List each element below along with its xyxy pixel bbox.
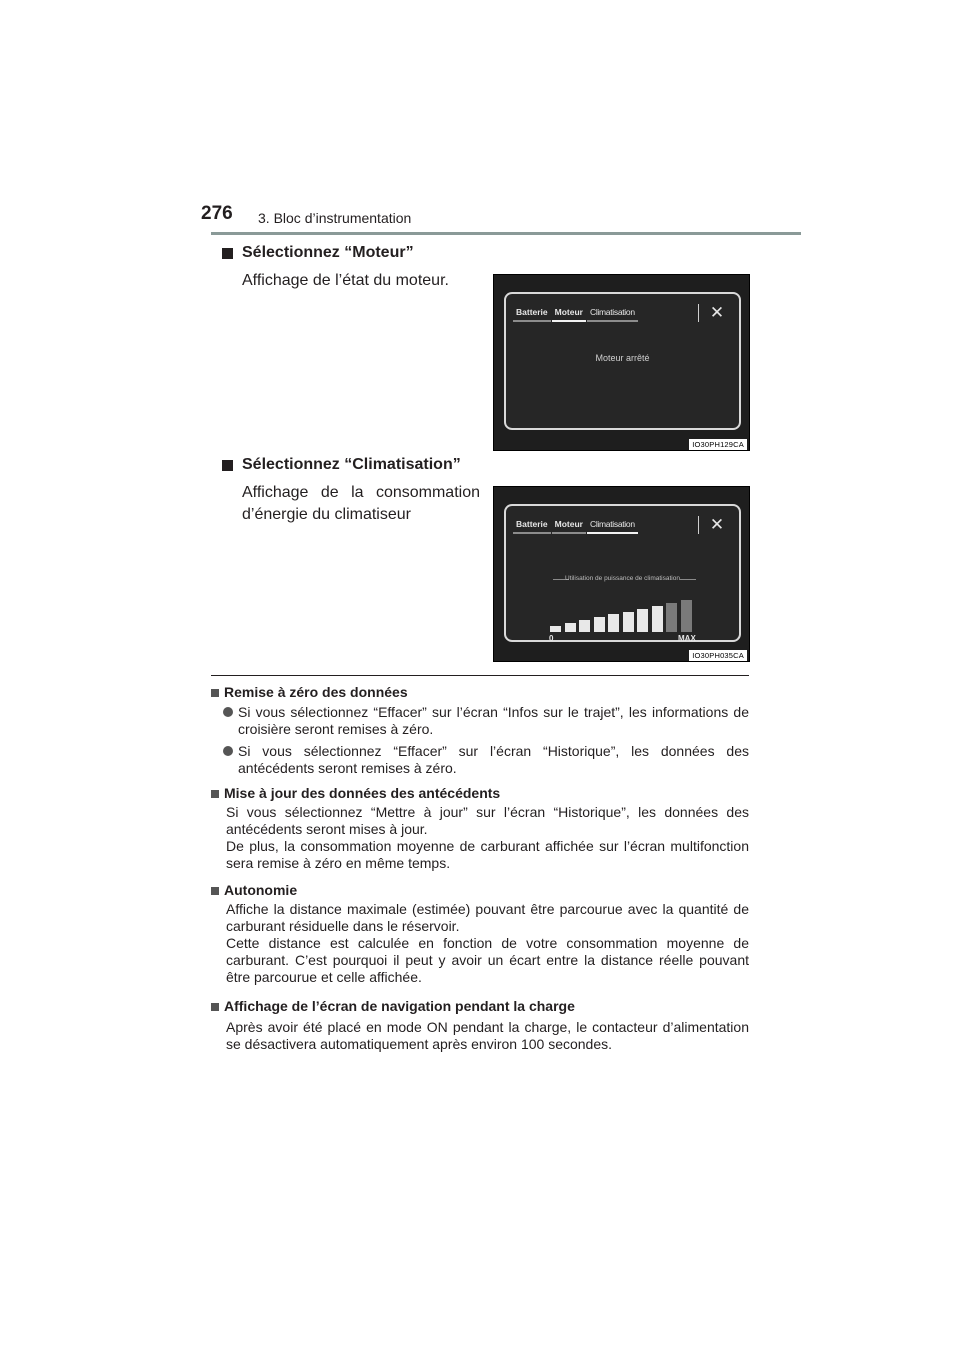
round-bullet-icon [223, 746, 233, 756]
list-item [223, 704, 749, 738]
power-gauge [550, 596, 700, 632]
screen-tabs [513, 519, 639, 534]
gauge-segment [579, 620, 590, 632]
page-number: 276 [201, 203, 233, 224]
note-heading [211, 998, 749, 1015]
bullet-text: Si vous sélectionnez “Effacer” sur l’écran “Infos sur le trajet”, les informations de croisière seront remises à zéro. [238, 704, 749, 737]
tab-moteur: Moteur [552, 307, 586, 322]
note-paragraph: Cette distance est calculée en fonction de votre consommation moyenne de carburant. C’est pourquoi il peut y avoir un écart entre la distance réelle pouvant être parcourue et celle affichée. [226, 935, 749, 985]
moteur-screen-illustration [493, 274, 750, 451]
gauge-title: Utilisation de puissance de climatisation [565, 575, 680, 582]
note-mise-a-jour [211, 785, 749, 872]
tab-climatisation: Climatisation [587, 307, 638, 322]
list-item [223, 743, 749, 777]
section-heading-moteur [222, 244, 414, 262]
gauge-segment [681, 600, 692, 632]
image-code: IO30PH035CA [689, 650, 747, 661]
engine-status: Moteur arrêté [595, 353, 650, 363]
gauge-segment [594, 617, 605, 632]
image-code: IO30PH129CA [689, 439, 747, 450]
gauge-segment [623, 612, 634, 632]
note-navigation-charge [211, 998, 749, 1053]
square-bullet-icon [211, 790, 219, 798]
climatisation-screen-illustration [493, 486, 750, 662]
title-line-right [680, 579, 696, 580]
note-body [223, 704, 749, 777]
square-bullet-icon [211, 689, 219, 697]
note-autonomie [211, 882, 749, 986]
square-bullet-icon [211, 887, 219, 895]
screen-tabs [513, 307, 639, 322]
note-title: Affichage de l’écran de navigation pendant la charge [224, 998, 575, 1014]
note-title: Autonomie [224, 882, 298, 898]
divider [698, 516, 699, 534]
section-description: Affichage de l’état du moteur. [242, 272, 449, 289]
chapter-title: 3. Bloc d’instrumentation [258, 210, 412, 226]
tab-batterie: Batterie [513, 307, 551, 322]
note-heading [211, 882, 749, 899]
close-icon: ✕ [709, 515, 725, 534]
note-paragraph: Affiche la distance maximale (estimée) pouvant être parcourue avec la quantité de carburant résiduelle dans le réservoir. [226, 901, 749, 934]
note-heading [211, 785, 749, 802]
gauge-segment [637, 609, 648, 632]
note-title: Remise à zéro des données [224, 684, 408, 700]
bullet-text: Si vous sélectionnez “Effacer” sur l’écran “Historique”, les données des antécédents seront remises à zéro. [238, 743, 749, 776]
display-frame [504, 504, 741, 642]
header-rule [211, 232, 801, 235]
note-title: Mise à jour des données des antécédents [224, 785, 501, 801]
note-body [226, 1019, 749, 1053]
note-remise-a-zero [211, 684, 749, 777]
gauge-segment [565, 623, 576, 632]
section-description: Affichage de la consommation d’énergie du climatiseur [242, 484, 480, 523]
section-heading-climatisation [222, 456, 461, 474]
gauge-max-label: MAX [678, 634, 696, 643]
gauge-segment [608, 614, 619, 632]
tab-moteur: Moteur [552, 519, 586, 534]
note-body [226, 804, 749, 872]
square-bullet-icon [222, 460, 233, 471]
square-bullet-icon [211, 1003, 219, 1011]
square-bullet-icon [222, 248, 233, 259]
close-icon: ✕ [709, 303, 725, 322]
gauge-min-label: 0 [549, 634, 554, 643]
tab-climatisation: Climatisation [587, 519, 638, 534]
section-title: Sélectionnez “Moteur” [242, 244, 414, 261]
note-paragraph: Après avoir été placé en mode ON pendant la charge, le contacteur d’alimentation se désactivera automatiquement après environ 100 secondes. [226, 1019, 749, 1052]
gauge-segment [652, 606, 663, 632]
divider [698, 304, 699, 322]
section-separator [211, 675, 749, 676]
gauge-segment [666, 603, 677, 632]
note-heading [211, 684, 749, 701]
note-body [226, 901, 749, 986]
round-bullet-icon [223, 707, 233, 717]
note-paragraph: De plus, la consommation moyenne de carburant affichée sur l’écran multifonction sera remise à zéro en même temps. [226, 838, 749, 871]
section-title: Sélectionnez “Climatisation” [242, 456, 461, 473]
note-paragraph: Si vous sélectionnez “Mettre à jour” sur l’écran “Historique”, les données des antécédents seront mises à jour. [226, 804, 749, 837]
gauge-segment [550, 626, 561, 632]
tab-batterie: Batterie [513, 519, 551, 534]
display-frame [504, 292, 741, 430]
